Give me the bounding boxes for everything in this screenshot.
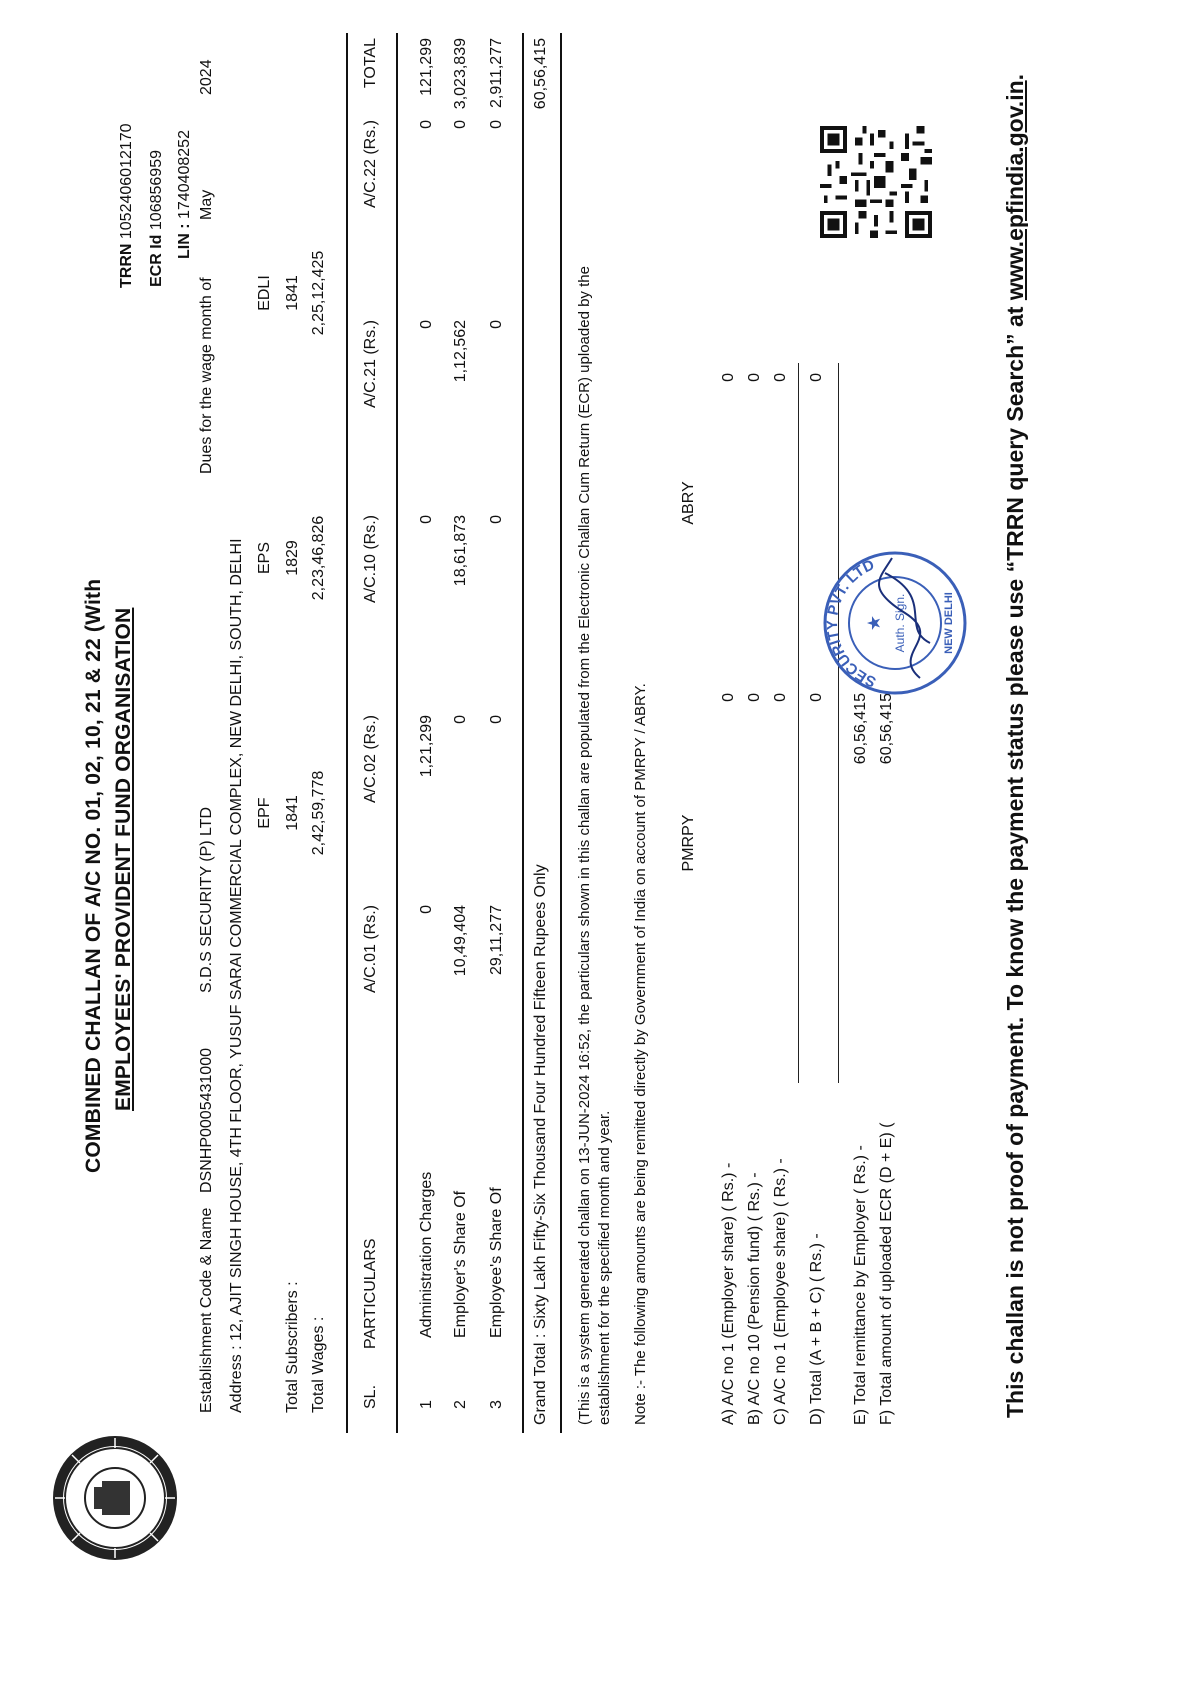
scheme-row-c-label: C) A/C no 1 (Employee share) ( Rs.) -: [772, 1158, 789, 1425]
ecr-value: 106856959: [148, 150, 165, 231]
row2-total: 3,023,839: [452, 38, 469, 110]
grand-total-rule: [560, 33, 562, 1433]
row2-ac01: 10,49,404: [452, 905, 469, 977]
row1-ac01: 0: [418, 905, 435, 914]
th-ac10: A/C.10 (Rs.): [362, 515, 379, 604]
challan-title: COMBINED CHALLAN OF A/C NO. 01, 02, 10, 21 & 22 (With: [82, 578, 105, 1173]
dues-year: 2024: [198, 59, 215, 95]
row2-ac22: 0: [452, 120, 469, 129]
table-body-rule: [522, 33, 524, 1433]
govt-note: Note :- The following amounts are being remitted directly by Government of India on account of PMRPY / ABRY.: [632, 683, 649, 1425]
scheme-row-a-label: A) A/C no 1 (Employer share) ( Rs.) -: [720, 1162, 737, 1425]
eps-wages: 2,23,46,826: [310, 515, 327, 601]
scheme-row-b-pmrpy: 0: [746, 693, 763, 702]
dues-month: May: [198, 189, 215, 220]
abry-label: ABRY: [680, 481, 697, 525]
stamp-seal-icon: [820, 548, 970, 698]
total-subscribers-label: Total Subscribers :: [284, 1281, 301, 1413]
edli-head: EDLI: [256, 275, 273, 311]
row2-ac02: 0: [452, 715, 469, 724]
epf-head: EPF: [256, 797, 273, 829]
remit-row-e-value: 60,56,415: [852, 693, 869, 765]
grand-total-label: Grand Total : Sixty Lakh Fifty-Six Thousand Four Hundred Fifteen Rupees Only: [532, 864, 549, 1425]
row3-total: 2,911,277: [488, 38, 505, 108]
row3-particulars: Employee's Share Of: [488, 1187, 505, 1338]
footer-notice: [1002, 74, 1029, 1418]
stamp-city-text: NEW DELHI: [943, 592, 955, 654]
scheme-row-b-abry: 0: [746, 373, 763, 382]
svg-text:★: ★: [864, 614, 884, 632]
scheme-row-a-pmrpy: 0: [720, 693, 737, 702]
stamp-ring-text: SECURITY PVT. LTD: [823, 556, 879, 691]
table-top-rule: [346, 33, 348, 1433]
scheme-row-d-pmrpy: 0: [808, 693, 825, 702]
th-ac02: A/C.02 (Rs.): [362, 715, 379, 804]
row1-ac02: 1,21,299: [418, 715, 435, 778]
th-sl: SL.: [362, 1384, 379, 1409]
remit-row-f-label: F) Total amount of uploaded ECR (D + E) (: [878, 1122, 895, 1425]
edli-subscribers: 1841: [284, 275, 301, 311]
row1-ac10: 0: [418, 515, 435, 524]
lin-value: 1740408252: [176, 130, 193, 219]
system-note-line2: establishment for the specified month and year.: [596, 1110, 613, 1425]
th-ac21: A/C.21 (Rs.): [362, 320, 379, 409]
organisation-title: EMPLOYEES' PROVIDENT FUND ORGANISATION: [112, 607, 135, 1111]
company-stamp: [820, 548, 970, 698]
row1-ac21: 0: [418, 320, 435, 329]
epf-wages: 2,42,59,778: [310, 770, 327, 856]
lin-label: LIN :: [176, 223, 193, 259]
footer-text: This challan is not proof of payment. To know the payment status please use “TRRN query Search” at: [1002, 300, 1028, 1418]
row3-sl: 3: [488, 1400, 505, 1409]
table-header-rule: [396, 33, 398, 1433]
row3-ac22: 0: [488, 120, 505, 129]
eps-head: EPS: [256, 542, 273, 575]
edli-wages: 2,25,12,425: [310, 250, 327, 336]
row3-ac10: 0: [488, 515, 505, 524]
epfo-website-link[interactable]: www.epfindia.gov.in: [1002, 80, 1028, 301]
row2-particulars: Employer's Share Of: [452, 1190, 469, 1338]
row3-ac21: 0: [488, 320, 505, 329]
abry-sum-rule: [798, 363, 799, 683]
th-ac01: A/C.01 (Rs.): [362, 905, 379, 994]
dues-label: Dues for the wage month of: [198, 277, 215, 474]
scheme-row-d-label: D) Total (A + B + C) ( Rs.) -: [808, 1233, 825, 1425]
scheme-row-c-pmrpy: 0: [772, 693, 789, 702]
trrn-row: [118, 123, 136, 288]
eps-subscribers: 1829: [284, 540, 301, 576]
total-wages-label: Total Wages :: [310, 1316, 327, 1413]
pmrpy-label: PMRPY: [680, 814, 697, 872]
address-label: Address :: [228, 1345, 245, 1413]
pmrpy-sum-rule: [798, 683, 799, 1083]
establishment-label: Establishment Code & Name: [198, 1207, 215, 1413]
address-value: 12, AJIT SINGH HOUSE, 4TH FLOOR, YUSUF SARAI COMMERCIAL COMPLEX, NEW DELHI, SOUTH, DELHI: [228, 538, 245, 1341]
row1-sl: 1: [418, 1400, 435, 1409]
establishment-code: DSNHP0005431000: [198, 1048, 215, 1193]
pmrpy-total-rule: [838, 683, 839, 1083]
th-particulars: PARTICULARS: [362, 1238, 379, 1349]
row2-ac21: 1,12,562: [452, 320, 469, 383]
qr-code-icon: [820, 126, 932, 238]
footer-end: .: [1002, 73, 1028, 81]
ecr-label: ECR Id: [148, 234, 165, 287]
row1-ac22: 0: [418, 120, 435, 129]
system-note-line1: (This is a system generated challan on 13-JUN-2024 16:52, the particulars shown in this challan are populated from the Electronic Challan Cum Return (ECR) uploaded by the: [576, 266, 593, 1425]
remit-row-f-value: 60,56,415: [878, 693, 895, 765]
establishment-name: S.D.S SECURITY (P) LTD: [198, 806, 215, 993]
row2-ac10: 18,61,873: [452, 515, 469, 587]
scheme-row-c-abry: 0: [772, 373, 789, 382]
scheme-row-d-abry: 0: [808, 373, 825, 382]
grand-total-value: 60,56,415: [532, 38, 549, 110]
row3-ac02: 0: [488, 715, 505, 724]
remit-row-e-label: E) Total remittance by Employer ( Rs.) -: [852, 1145, 869, 1425]
scheme-row-a-abry: 0: [720, 373, 737, 382]
stamp-auth-text: Auth. Sign.: [893, 593, 907, 653]
trrn-value: 1052406012170: [118, 123, 135, 240]
row1-total: 121,299: [418, 38, 435, 96]
th-total: TOTAL: [362, 38, 379, 89]
th-ac22: A/C.22 (Rs.): [362, 120, 379, 209]
scheme-row-b-label: B) A/C no 10 (Pension fund) ( Rs.) -: [746, 1172, 763, 1425]
lin-row: [176, 130, 194, 259]
epfo-logo-icon: [50, 1433, 180, 1563]
row1-particulars: Administration Charges: [418, 1171, 435, 1338]
row3-ac01: 29,11,277: [488, 905, 505, 975]
epf-subscribers: 1841: [284, 795, 301, 831]
ecr-row: [148, 150, 166, 287]
row2-sl: 2: [452, 1400, 469, 1409]
trrn-label: TRRN: [118, 243, 135, 288]
